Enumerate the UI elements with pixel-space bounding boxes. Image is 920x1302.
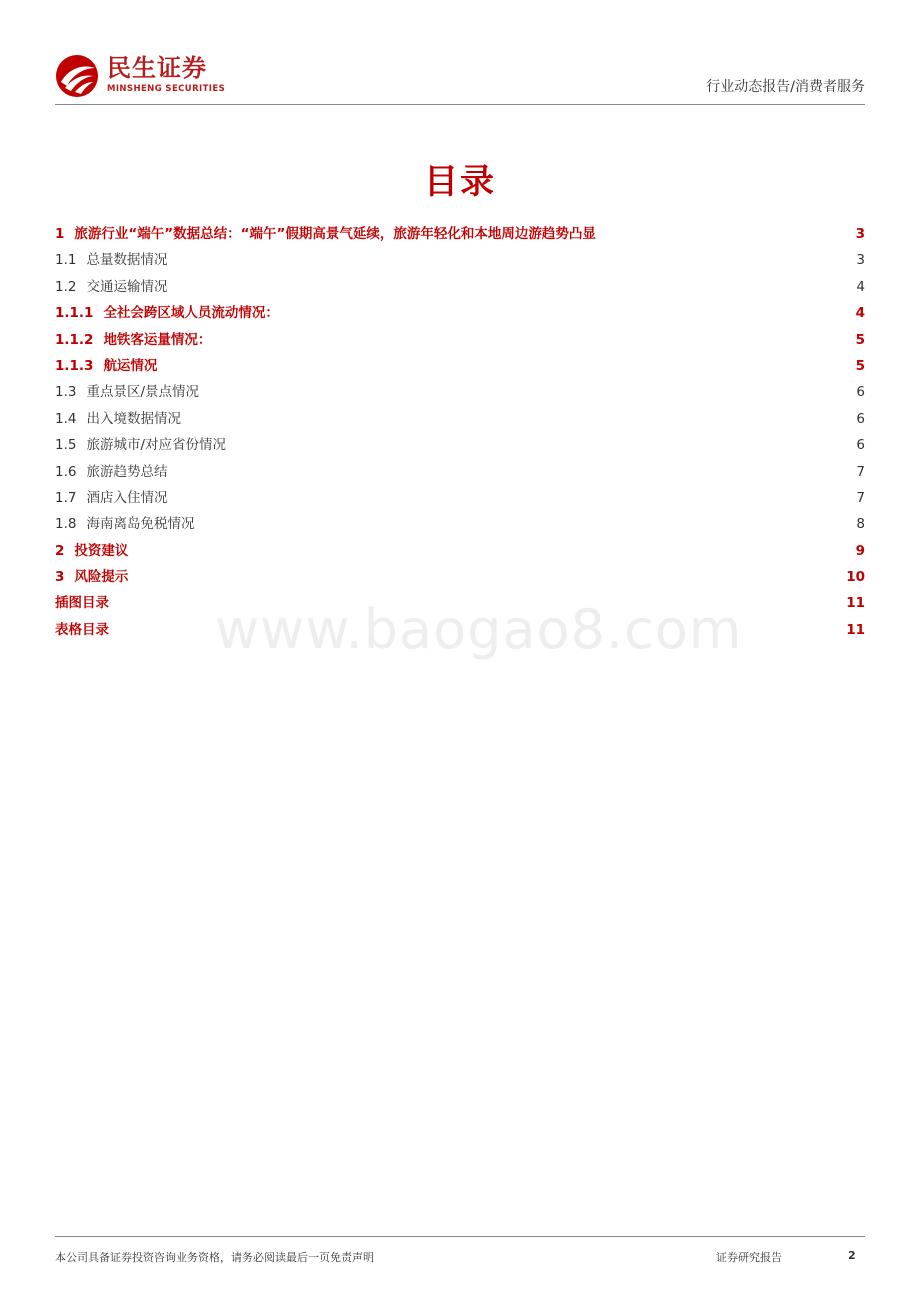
toc-entry[interactable] <box>55 247 865 273</box>
toc-entry-number: 1.4 <box>55 410 77 427</box>
toc-entry-number: 1.7 <box>55 489 77 506</box>
toc-dot-leader <box>170 287 852 288</box>
toc-entry-label: 旅游行业“端午”数据总结：“端午”假期高景气延续，旅游年轻化和本地周边游趋势凸显 <box>74 226 596 242</box>
toc-entry-page: 9 <box>855 542 865 559</box>
toc-dot-leader <box>170 498 852 499</box>
toc-entry-number: 1.1 <box>55 252 77 269</box>
toc-entry-label: 旅游城市/对应省份情况 <box>86 437 227 454</box>
toc-entry-label: 表格目录 <box>55 621 109 638</box>
toc-entry-number: 1.6 <box>55 463 77 480</box>
toc-entry-number: 1.5 <box>55 437 77 454</box>
toc-dot-leader <box>599 234 852 235</box>
toc-entry-page: 3 <box>855 226 865 242</box>
toc-dot-leader <box>112 603 843 604</box>
toc-entry[interactable] <box>55 327 865 353</box>
toc-entry-number: 1.3 <box>55 384 77 401</box>
toc-entry-label: 总量数据情况 <box>86 252 168 269</box>
toc-dot-leader <box>170 472 852 473</box>
toc-entry-page: 8 <box>856 516 865 533</box>
toc-entry-label: 插图目录 <box>55 595 109 612</box>
toc-entry-label: 出入境数据情况 <box>86 410 181 427</box>
toc-entry-page: 6 <box>856 410 865 427</box>
logo-chinese-name: 民生证券 <box>107 54 207 82</box>
toc-dot-leader <box>214 340 852 341</box>
toc-entry[interactable] <box>55 564 865 590</box>
footer-disclaimer: 本公司具备证券投资咨询业务资格，请务必阅读最后一页免责声明 <box>55 1251 374 1264</box>
toc-entry-label: 地铁客运量情况： <box>103 331 212 348</box>
header-divider <box>55 104 865 105</box>
watermark: www.baogao8.com <box>215 598 743 661</box>
toc-entry[interactable] <box>55 432 865 458</box>
toc-dot-leader <box>160 366 852 367</box>
toc-entry[interactable] <box>55 485 865 511</box>
toc-entry-label: 风险提示 <box>74 569 129 586</box>
toc-entry[interactable] <box>55 459 865 485</box>
report-type: 行业动态报告/消费者服务 <box>706 79 865 95</box>
toc-dot-leader <box>197 524 852 525</box>
toc-dot-leader <box>229 445 852 446</box>
toc-dot-leader <box>202 392 852 393</box>
toc-entry-label: 全社会跨区域人员流动情况： <box>103 305 279 322</box>
toc-dot-leader <box>170 260 852 261</box>
toc-entry-number: 1.1.3 <box>55 357 94 374</box>
toc-entry-page: 10 <box>846 569 865 586</box>
toc-entry-number: 2 <box>55 542 65 559</box>
toc-entry[interactable] <box>55 300 865 326</box>
toc-entry[interactable] <box>55 406 865 432</box>
toc-entry-page: 6 <box>856 437 865 454</box>
toc-entry-number: 1 <box>55 226 65 242</box>
toc-dot-leader <box>282 313 852 314</box>
toc-entry-page: 11 <box>846 621 865 638</box>
toc-entry-number: 1.2 <box>55 278 77 295</box>
toc-entry-label: 酒店入住情况 <box>86 489 168 506</box>
footer-divider <box>55 1236 865 1237</box>
toc-title: 目录 <box>424 162 496 202</box>
toc-entry-page: 5 <box>855 357 865 374</box>
toc-dot-leader <box>112 630 843 631</box>
toc-entry-label: 航运情况 <box>103 357 158 374</box>
toc-entry[interactable] <box>55 617 865 643</box>
toc-entry-page: 6 <box>856 384 865 401</box>
toc-dot-leader <box>184 419 852 420</box>
toc-entry-label: 海南离岛免税情况 <box>86 516 195 533</box>
toc-entry-label: 旅游趋势总结 <box>86 463 168 480</box>
toc-entry[interactable] <box>55 221 865 247</box>
toc-entry-number: 1.1.2 <box>55 331 94 348</box>
logo-english-name: MINSHENG SECURITIES <box>107 84 226 94</box>
footer-page-number: 2 <box>848 1249 856 1262</box>
toc-entry[interactable] <box>55 590 865 616</box>
table-of-contents <box>55 221 865 643</box>
toc-entry[interactable] <box>55 274 865 300</box>
toc-entry[interactable] <box>55 353 865 379</box>
toc-entry-number: 3 <box>55 569 65 586</box>
toc-entry[interactable] <box>55 379 865 405</box>
toc-entry-page: 5 <box>855 331 865 348</box>
toc-dot-leader <box>131 551 852 552</box>
toc-entry-page: 11 <box>846 595 865 612</box>
toc-entry-number: 1.8 <box>55 516 77 533</box>
toc-entry-page: 4 <box>855 305 865 322</box>
toc-entry-label: 重点景区/景点情况 <box>86 384 200 401</box>
toc-entry-page: 4 <box>856 278 865 295</box>
toc-entry[interactable] <box>55 511 865 537</box>
toc-entry-number: 1.1.1 <box>55 305 94 322</box>
minsheng-logo-icon <box>55 54 99 98</box>
minsheng-logo <box>55 52 225 100</box>
toc-dot-leader <box>131 577 843 578</box>
toc-entry-label: 交通运输情况 <box>86 278 168 295</box>
toc-entry[interactable] <box>55 538 865 564</box>
toc-entry-label: 投资建议 <box>74 542 129 559</box>
toc-entry-page: 7 <box>856 463 865 480</box>
toc-entry-page: 3 <box>856 252 865 269</box>
page-header <box>55 50 865 106</box>
footer-doc-type: 证券研究报告 <box>716 1251 782 1264</box>
toc-entry-page: 7 <box>856 489 865 506</box>
